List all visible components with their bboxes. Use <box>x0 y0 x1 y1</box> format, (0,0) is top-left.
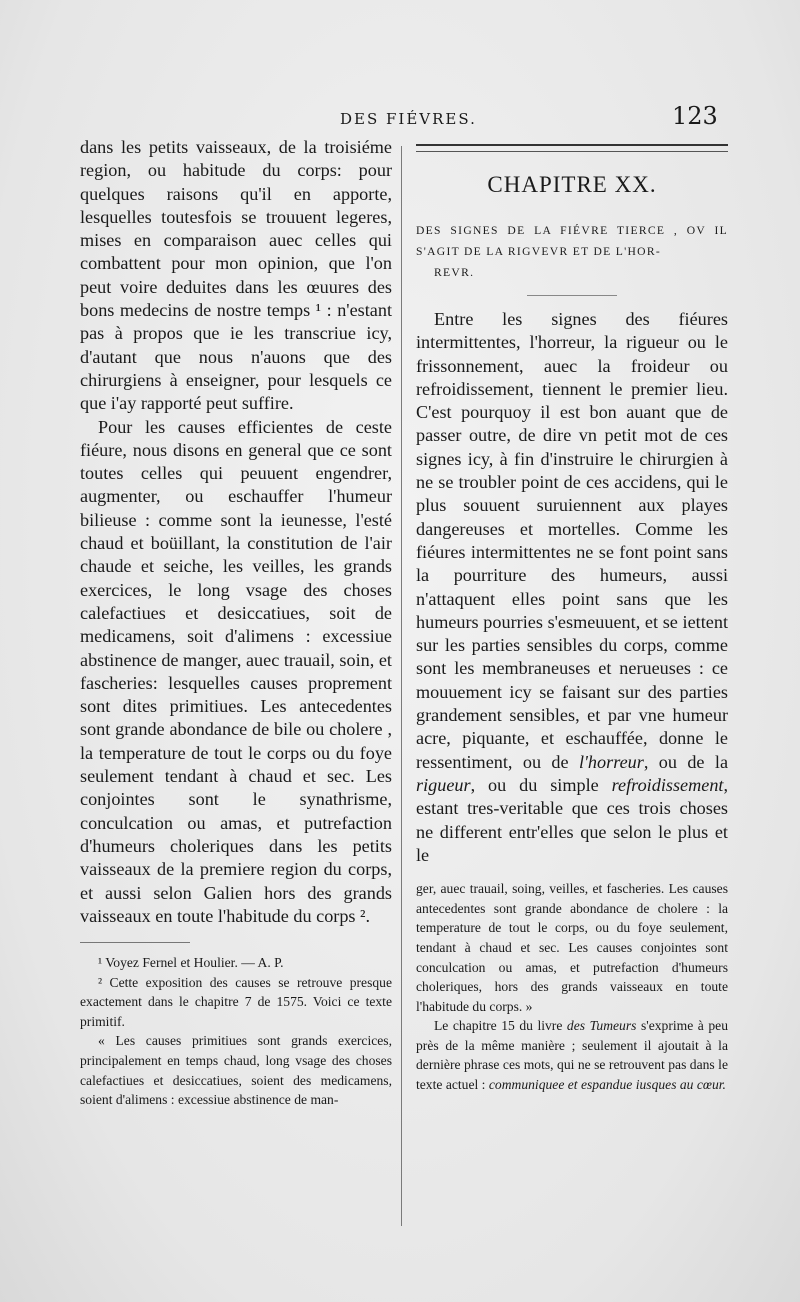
footnote-rule <box>80 942 190 943</box>
chapter-rule <box>416 144 728 152</box>
footnote-note-a: Le chapitre 15 du livre <box>434 1018 563 1034</box>
chapter-paragraph-text: Entre les signes des fiéures intermittentes, l'horreur, la rigueur ou le frissonnement, auec la froideur ou refroidissement, tiennent le premier lieu. C'est pourquoy il est bon auant que de passer outre, de dire vn petit mot de ces signes icy, à fin d'instruire le chirurgien à ne se troubler point de ces accidens, qui le plus souuent suruiennent aux playes dangereuses et mortelles. Comme les fiéures intermittentes ne se font point sans la pourriture des humeurs, aussi n'attaquent elles point sans que les humeurs pourries s'esmeuuent, et se iettent sur les parties sensibles du corps, comme sont les membraneuses et nerueuses : ce mouuement icy se faisant sur des parties grandement sensibles, et par vne humeur acre, piquante, et eschauffée, donne le ressentiment, ou de <box>416 309 728 772</box>
footnote-2: ² Cette exposition des causes se retrouve presque exactement dans le chapitre 7 de 1575. Voici ce texte primitif. <box>80 974 392 1029</box>
chapter-paragraph-mid2: , ou du simple <box>470 774 599 795</box>
column-divider <box>401 146 402 1226</box>
subtitle-rule <box>527 295 617 296</box>
chapter-subtitle-line2: REVR. <box>434 266 475 279</box>
footnote-note-quote: communiquee et espandue iusques au cœur. <box>488 1077 726 1093</box>
footnotes <box>80 953 392 1110</box>
footnote-1: ¹ Voyez Fernel et Houlier. — A. P. <box>98 955 284 971</box>
page-number: 123 <box>672 102 718 130</box>
term-horreur: l'horreur <box>578 751 644 772</box>
page-header <box>0 102 800 136</box>
term-refroidissement: refroidissement <box>611 774 724 795</box>
term-rigueur: rigueur <box>416 774 471 795</box>
footnote-quote: « Les causes primitiues sont grands exercices, principalement en temps chaud, long vsage des choses calefactiues et desiccatiues, soient des medicamens, soient d'alimens : excessiue abstinence de man- <box>80 1033 392 1108</box>
left-column <box>80 136 392 1110</box>
footnote-note-title: des Tumeurs <box>566 1018 637 1034</box>
chapter-title: CHAPITRE XX. <box>487 172 657 197</box>
footnote-note-b: s'exprime à peu près de la même manière ; seulement il ajoutait à la dernière phrase ces mots, qui ne se retrouvent pas dans le texte actuel : <box>416 1018 728 1093</box>
footnote-note <box>416 1016 728 1094</box>
running-head: DES FIÉVRES. <box>340 110 477 128</box>
footnotes-continued <box>416 879 728 1095</box>
chapter-paragraph-mid1: , ou de la <box>643 751 729 772</box>
footnote-continuation: ger, auec trauail, soing, veilles, et fascheries. Les causes antecedentes sont grande abondance de cholere : la temperature de tout le corps, ou du foye seulement, tendant à chaud et sec. Les causes conjointes sont conculcation ou amas, et putrefaction d'humeurs choleriques, hors des grands vaisseaux en toute l'habitude du corps. » <box>416 881 728 1014</box>
chapter-subtitle-line1: DES SIGNES DE LA FIÉVRE TIERCE , OV IL S'AGIT DE LA RIGVEVR ET DE L'HOR- <box>416 224 728 258</box>
chapter-subtitle <box>416 220 728 283</box>
right-column <box>416 136 728 1095</box>
chapter-paragraph <box>416 308 728 867</box>
body-paragraph-1: dans les petits vaisseaux, de la troisiéme region, ou habitude du corps: pour quelques raisons qu'il en apporte, lesquelles toutesfois se trouuent legeres, mises en comparaison auec celles qui combattent pour mon opinion, que l'on peut voire deduites dans les œuures des bons medecins de nostre temps ¹ : n'estant pas à propos que ie les transcriue icy, d'autant que nous n'auons que des chirurgiens à enseigner, pour lesquels ce que i'ay rapporté peut suffire. <box>80 137 392 414</box>
chapter-paragraph-tail: , estant tres-veritable que ces trois choses ne different entr'elles que selon le plus et le <box>416 774 729 865</box>
body-paragraph-2: Pour les causes efficientes de ceste fiéure, nous disons en general que ce sont toutes celles qui peuuent engendrer, augmenter, ou eschauffer l'humeur bilieuse : comme sont la ieunesse, l'esté chaud et boüillant, la constitution de l'air chaude et seiche, les veilles, les grands exercices, le long vsage des choses calefactiues et desiccatiues, soit de medicamens, soit d'alimens : excessiue abstinence de manger, auec trauail, soin, et fascheries: lesquelles causes proprement sont dites primitiues. Les antecedentes sont grande abondance de bile ou cholere , la temperature de tout le corps ou du foye seulement tendant à chaud et sec. Les conjointes sont le synathrisme, conculcation ou amas, et putrefaction d'humeurs choleriques dans les petits vaisseaux de la premiere region du corps, et aussi selon Galien hors des grands vaisseaux en toute l'habitude du corps ². <box>80 416 392 926</box>
